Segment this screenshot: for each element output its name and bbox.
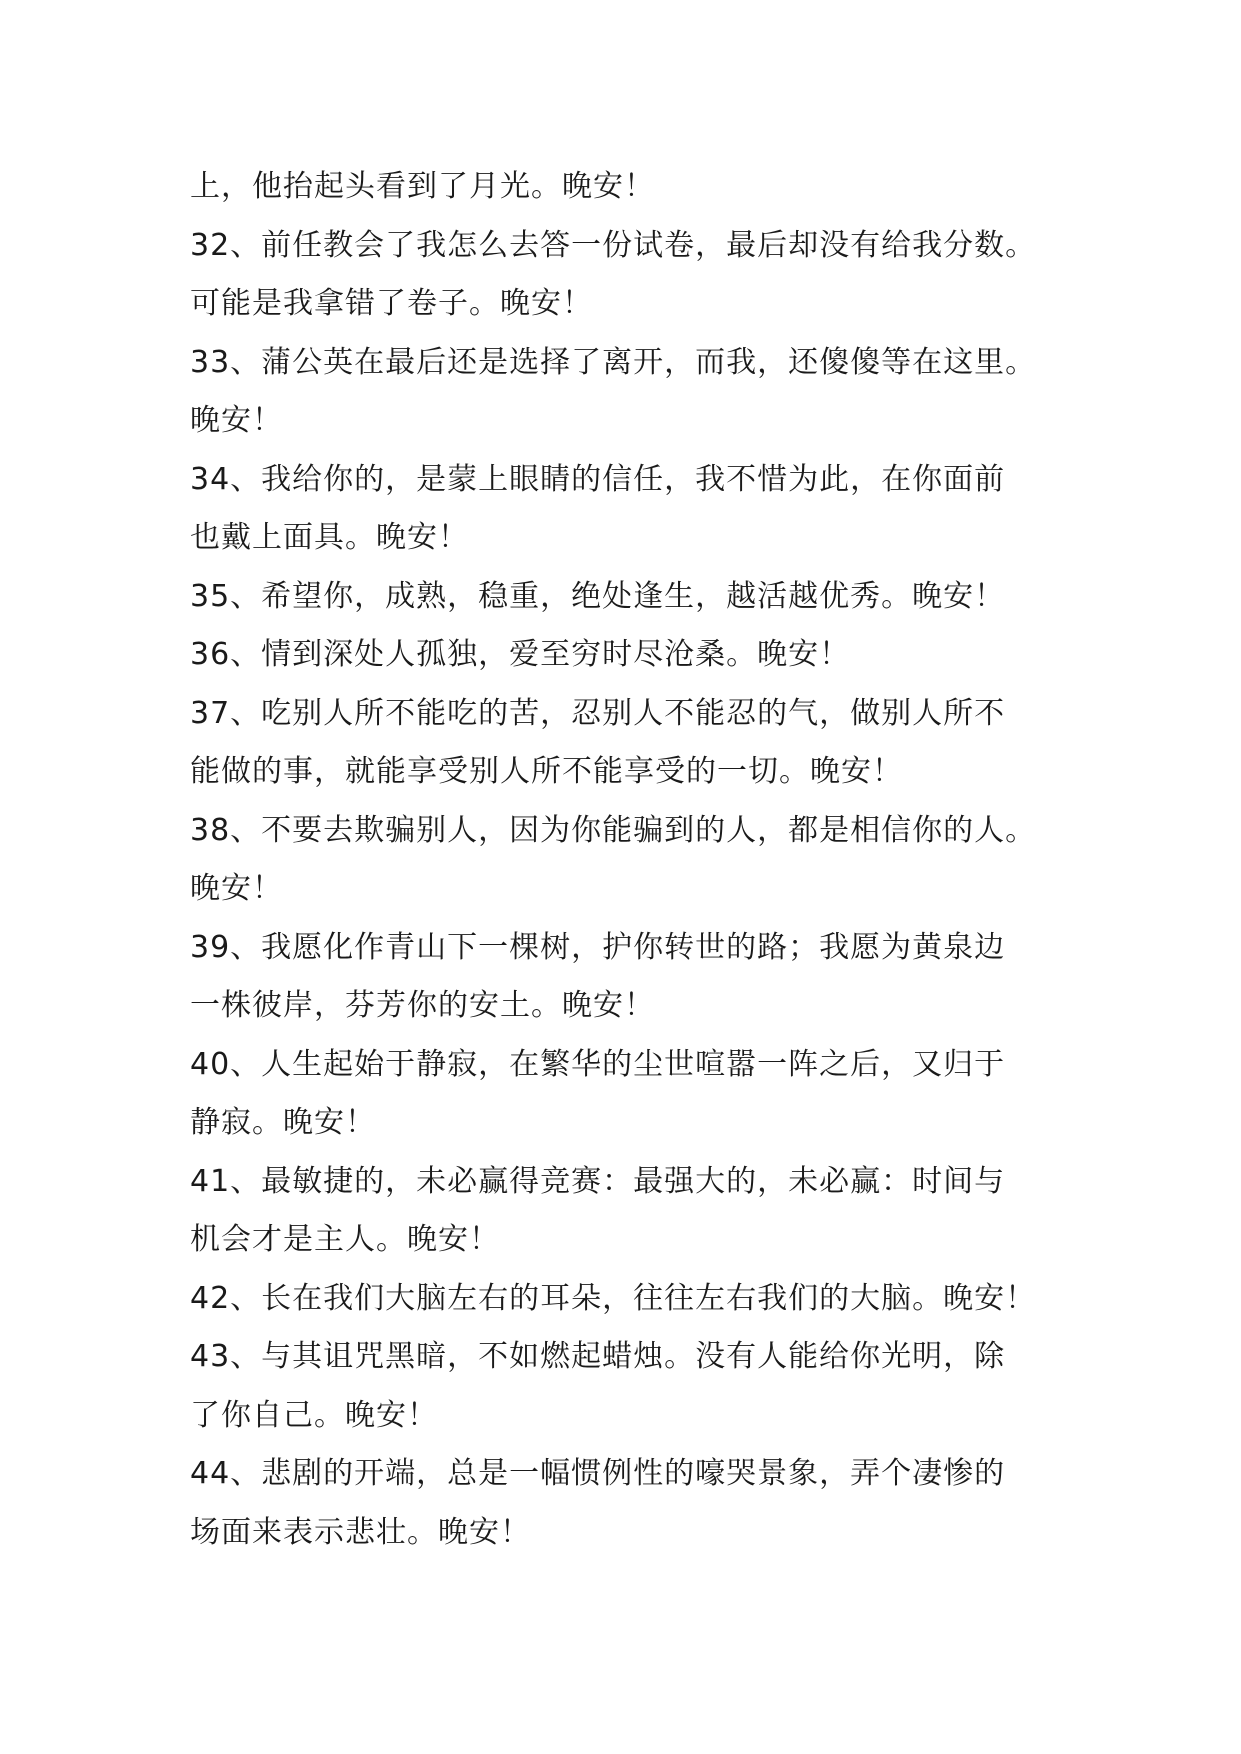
text-line: 39、我愿化作青山下一棵树，护你转世的路；我愿为黄泉边 <box>190 929 1006 965</box>
text-line: 可能是我拿错了卷子。晚安！ <box>190 286 593 321</box>
text-line: 35、希望你，成熟，稳重，绝处逢生，越活越优秀。晚安！ <box>190 578 1006 614</box>
text-line: 40、人生起始于静寂，在繁华的尘世喧嚣一阵之后，又归于 <box>190 1046 1006 1082</box>
text-line: 场面来表示悲壮。晚安！ <box>190 1514 531 1550</box>
text-line: 34、我给你的，是蒙上眼睛的信任，我不惜为此，在你面前 <box>190 461 1006 497</box>
text-line: 了你自己。晚安！ <box>190 1397 438 1433</box>
text-line: 晚安！ <box>190 871 283 906</box>
text-line: 33、蒲公英在最后还是选择了离开，而我，还傻傻等在这里。 <box>190 344 1037 380</box>
text-line: 42、长在我们大脑左右的耳朵，往往左右我们的大脑。晚安！ <box>190 1280 1037 1316</box>
text-line: 晚安！ <box>190 403 283 438</box>
document-body <box>190 158 1070 1562</box>
text-line: 也戴上面具。晚安！ <box>190 520 469 555</box>
text-line: 能做的事，就能享受别人所不能享受的一切。晚安！ <box>190 754 903 789</box>
text-line: 机会才是主人。晚安！ <box>190 1222 500 1257</box>
text-line: 41、最敏捷的，未必赢得竞赛：最强大的，未必赢：时间与 <box>190 1163 1006 1199</box>
text-line: 一株彼岸，芬芳你的安土。晚安！ <box>190 988 655 1023</box>
text-line: 上，他抬起头看到了月光。晚安！ <box>190 169 655 204</box>
text-line: 37、吃别人所不能吃的苦，忍别人不能忍的气，做别人所不 <box>190 695 1006 731</box>
text-line: 静寂。晚安！ <box>190 1105 376 1140</box>
text-line: 38、不要去欺骗别人，因为你能骗到的人，都是相信你的人。 <box>190 812 1037 848</box>
text-line: 32、前任教会了我怎么去答一份试卷，最后却没有给我分数。 <box>190 227 1037 263</box>
text-line: 43、与其诅咒黑暗，不如燃起蜡烛。没有人能给你光明，除 <box>190 1339 1006 1374</box>
text-line: 36、情到深处人孤独，爱至穷时尽沧桑。晚安！ <box>190 637 851 672</box>
text-line: 44、悲剧的开端，总是一幅惯例性的嚎哭景象，弄个凄惨的 <box>190 1456 1006 1491</box>
